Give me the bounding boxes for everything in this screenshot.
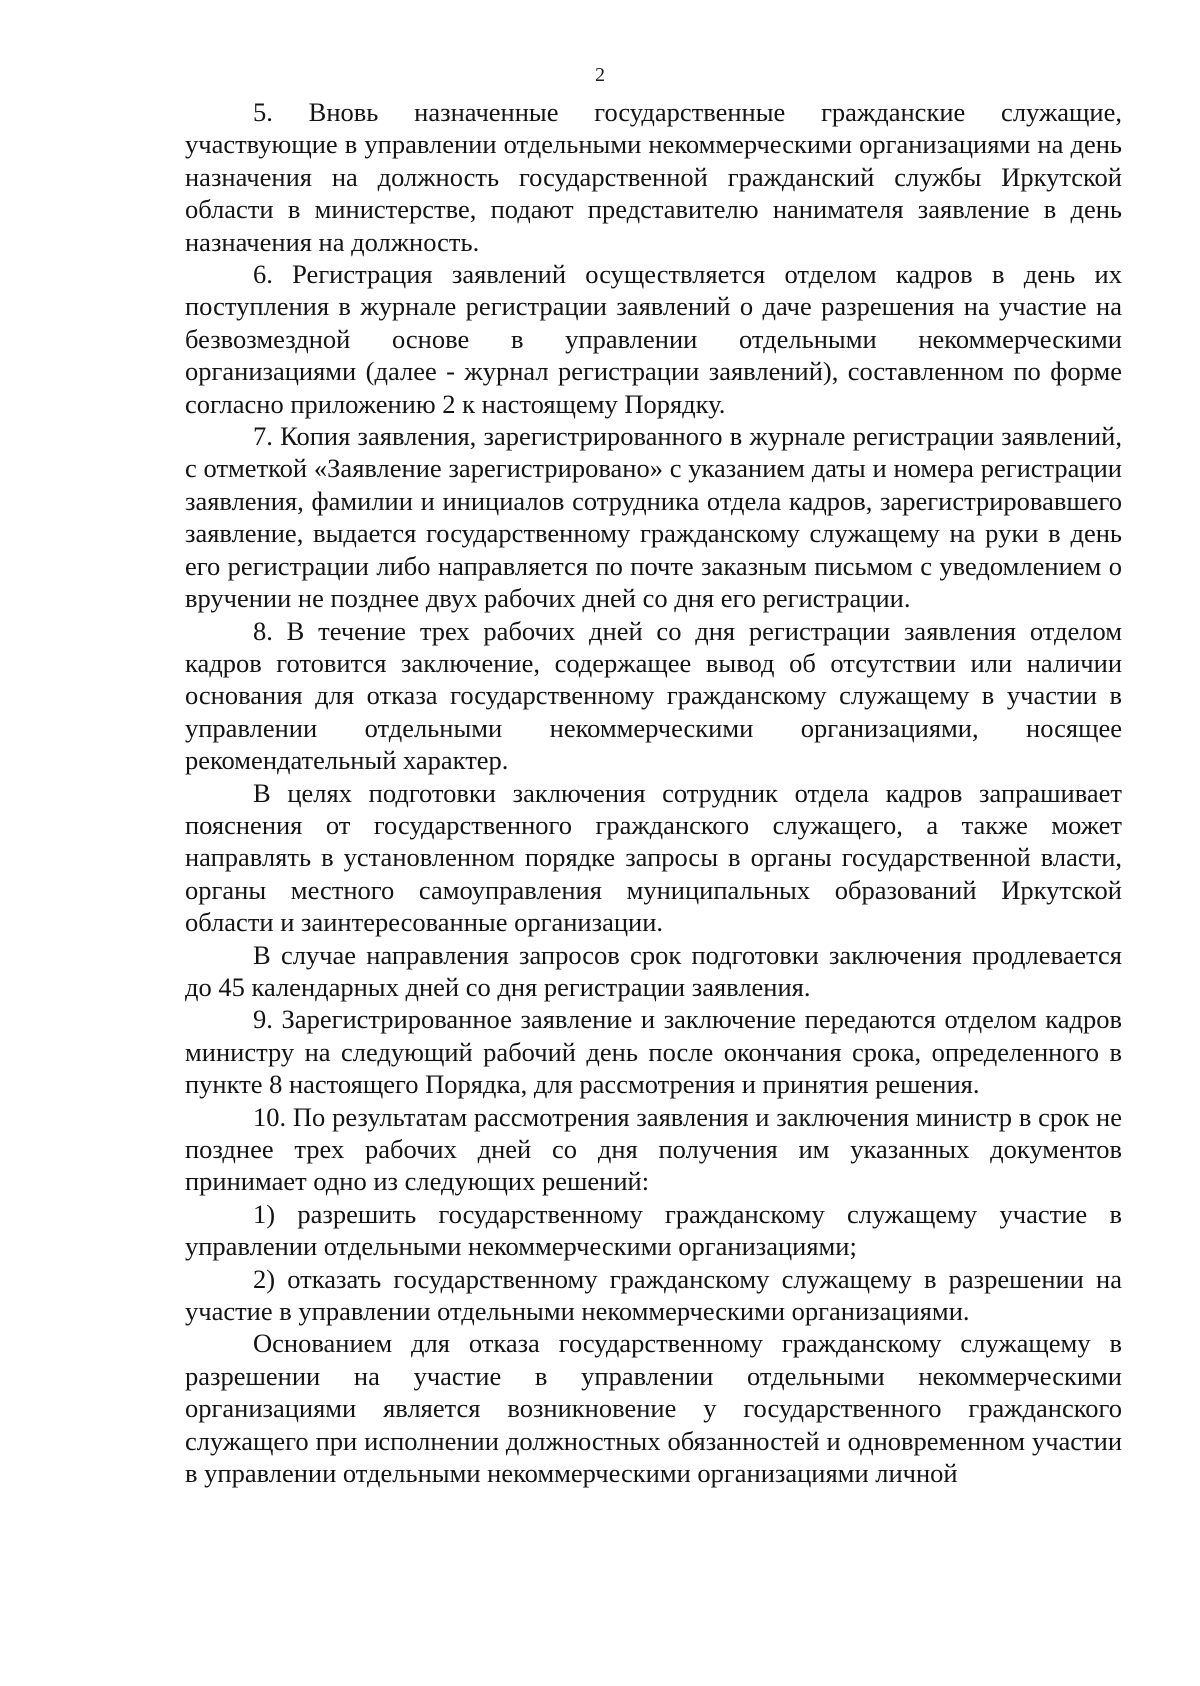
page-number: 2	[595, 64, 605, 86]
decision-item-1: 1) разрешить государственному гражданскому служащему участие в управлении отдельными некоммерческими организациями;	[185, 1198, 1122, 1262]
document-body	[185, 96, 1122, 1489]
paragraph-8-purpose: В целях подготовки заключения сотрудник отдела кадров запрашивает пояснения от государственного гражданского служащего, а также может направлять в установленном порядке запросы в органы государственной власти, органы местного самоуправления муниципальных образований Иркутской области и заинтересованные организации.	[185, 777, 1122, 938]
paragraph-8-extension: В случае направления запросов срок подготовки заключения продлевается до 45 календарных дней со дня регистрации заявления.	[185, 939, 1122, 1002]
paragraph-6: 6. Регистрация заявлений осуществляется отделом кадров в день их поступления в журнале регистрации заявлений о даче разрешения на участие на безвозмездной основе в управлении отдельными некоммерческими организациями (далее - журнал регистрации заявлений), составленном по форме согласно приложению 2 к настоящему Порядку.	[185, 259, 1122, 419]
paragraph-8: 8. В течение трех рабочих дней со дня регистрации заявления отделом кадров готовится заключение, содержащее вывод об отсутствии или наличии основания для отказа государственному гражданскому служащему в участии в управлении отдельными некоммерческими организациями, носящее рекомендательный характер.	[185, 615, 1122, 776]
paragraph-5: 5. Вновь назначенные государственные гражданские служащие, участвующие в управлении отдельными некоммерческими организациями на день назначения на должность государственной гражданский службы Иркутской области в министерстве, подают представителю нанимателя заявление в день назначения на должность.	[185, 97, 1122, 257]
decision-item-2: 2) отказать государственному гражданскому служащему в разрешении на участие в управлении отдельными некоммерческими организациями.	[185, 1263, 1122, 1327]
refusal-grounds-paragraph: Основанием для отказа государственному гражданскому служащему в разрешении на участие в управлении отдельными некоммерческими организациями является возникновение у государственного гражданского служащего при исполнении должностных обязанностей и одновременном участии в управлении отдельными некоммерческими организациями личной	[185, 1328, 1122, 1489]
paragraph-7: 7. Копия заявления, зарегистрированного в журнале регистрации заявлений, с отметкой «Заявление зарегистрировано» с указанием даты и номера регистрации заявления, фамилии и инициалов сотрудника отдела кадров, зарегистрировавшего заявление, выдается государственному гражданскому служащему на руки в день его регистрации либо направляется по почте заказным письмом с уведомлением о вручении не позднее двух рабочих дней со дня его регистрации.	[185, 421, 1122, 614]
paragraph-9: 9. Зарегистрированное заявление и заключение передаются отделом кадров министру на следующий рабочий день после окончания срока, определенного в пункте 8 настоящего Порядка, для рассмотрения и принятия решения.	[185, 1004, 1122, 1100]
paragraph-10: 10. По результатам рассмотрения заявления и заключения министр в срок не позднее трех рабочих дней со дня получения им указанных документов принимает одно из следующих решений:	[185, 1101, 1122, 1197]
